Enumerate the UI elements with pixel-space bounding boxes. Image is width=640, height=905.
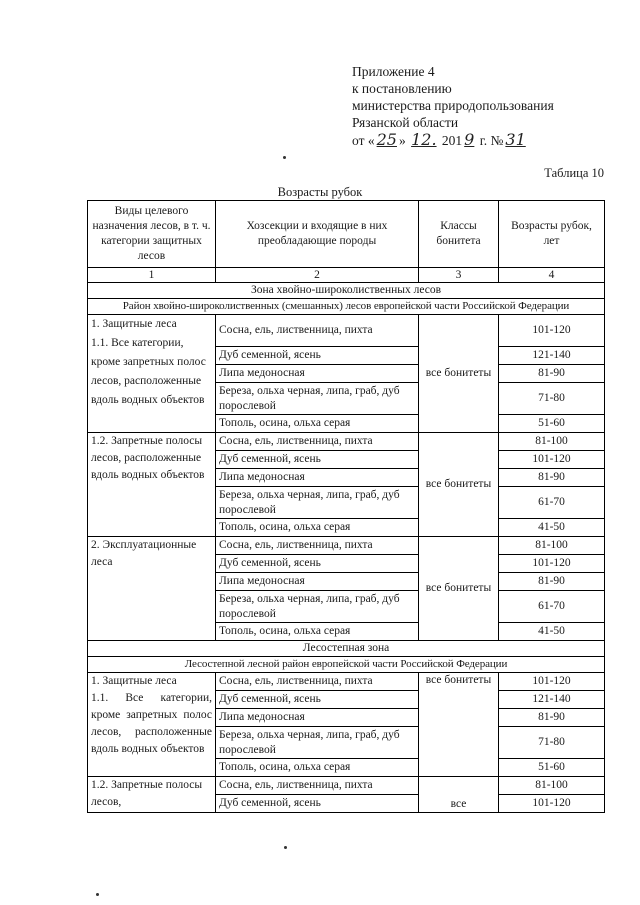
appendix-title: Приложение 4 bbox=[352, 64, 435, 79]
table-row: Дуб семенной, ясень 121-140 bbox=[88, 691, 605, 709]
table-row: Липа медоносная 81-90 bbox=[88, 709, 605, 727]
table-row: Береза, ольха черная, липа, граб, дуб порослевой 71-80 bbox=[88, 727, 605, 759]
table-row: Береза, ольха черная, липа, граб, дуб порослевой 61-70 bbox=[88, 487, 605, 519]
table-row: Дуб семенной, ясень 101-120 bbox=[88, 795, 605, 813]
zone-row: Лесостепная зона bbox=[88, 641, 605, 657]
table-row: Липа медоносная 81-90 bbox=[88, 469, 605, 487]
table-row: Тополь, осина, ольха серая 51-60 bbox=[88, 415, 605, 433]
scan-speck bbox=[283, 156, 286, 159]
handwritten-day: 25 bbox=[376, 130, 397, 149]
table-row: Береза, ольха черная, липа, граб, дуб порослевой 71-80 bbox=[88, 383, 605, 415]
column-header-age: Возрасты рубок, лет bbox=[499, 201, 605, 268]
category-cell: 1.2. Запретные полосы лесов, расположенные вдоль водных объектов bbox=[88, 433, 216, 537]
appendix-line-3: министерства природопользования bbox=[352, 98, 554, 113]
table-header-row bbox=[88, 201, 605, 268]
appendix-line-2: к постановлению bbox=[352, 81, 452, 96]
table-row: Липа медоносная 81-90 bbox=[88, 365, 605, 383]
column-header-class: Классы бонитета bbox=[419, 201, 499, 268]
table-row: 1. Защитные леса 1.1. Все категории, кроме запретных полос лесов, расположенные вдоль водных объектов Сосна, ель, лиственница, пихта все бонитеты 101-120 bbox=[88, 673, 605, 691]
handwritten-number: 31 bbox=[505, 130, 526, 149]
table-title: Возрасты рубок bbox=[277, 185, 363, 199]
table-label: Таблица 10 bbox=[544, 166, 604, 180]
category-cell: 2. Эксплуатационные леса bbox=[88, 537, 216, 641]
class-cell: все бонитеты bbox=[419, 433, 499, 537]
table-row: Дуб семенной, ясень 121-140 bbox=[88, 347, 605, 365]
category-cell: 1.2. Запретные полосы лесов, bbox=[88, 777, 216, 813]
handwritten-month: 12. bbox=[411, 130, 437, 149]
class-cell: все бонитеты bbox=[419, 315, 499, 433]
column-header-species: Хозсекции и входящие в них преобладающие породы bbox=[216, 201, 419, 268]
table-row: Дуб семенной, ясень 101-120 bbox=[88, 555, 605, 573]
zone-row: Зона хвойно-широколиственных лесов bbox=[88, 283, 605, 299]
appendix-header bbox=[352, 63, 554, 149]
appendix-line-4: Рязанской области bbox=[352, 115, 459, 130]
class-cell: все бонитеты bbox=[419, 537, 499, 641]
scan-speck bbox=[284, 846, 287, 849]
column-header-purpose: Виды целевого назначения лесов, в т. ч. категории защитных лесов bbox=[88, 201, 216, 268]
table-row: 1.2. Запретные полосы лесов, расположенные вдоль водных объектов Сосна, ель, лиственница, пихта все бонитеты 81-100 bbox=[88, 433, 605, 451]
table-row: Тополь, осина, ольха серая 41-50 bbox=[88, 623, 605, 641]
scan-speck bbox=[96, 893, 99, 896]
column-number-row: 1 2 3 4 bbox=[88, 268, 605, 283]
table-row: 2. Эксплуатационные леса Сосна, ель, лиственница, пихта все бонитеты 81-100 bbox=[88, 537, 605, 555]
table-row: 1. Защитные леса 1.1. Все категории, кроме запретных полос лесов, расположенные вдоль водных объектов Сосна, ель, лиственница, пихта все бонитеты 101-120 bbox=[88, 315, 605, 347]
class-cell: все bbox=[419, 777, 499, 813]
region-row: Район хвойно-широколиственных (смешанных) лесов европейской части Российской Федерации bbox=[88, 299, 605, 315]
table-row: Тополь, осина, ольха серая 41-50 bbox=[88, 519, 605, 537]
table-row: 1.2. Запретные полосы лесов, Сосна, ель, лиственница, пихта все 81-100 bbox=[88, 777, 605, 795]
region-row: Лесостепной лесной район европейской части Российской Федерации bbox=[88, 657, 605, 673]
handwritten-year-digit: 9 bbox=[464, 130, 475, 149]
table-row: Береза, ольха черная, липа, граб, дуб порослевой 61-70 bbox=[88, 591, 605, 623]
table-row: Тополь, осина, ольха серая 51-60 bbox=[88, 759, 605, 777]
cutting-ages-table bbox=[87, 200, 605, 813]
table-row: Дуб семенной, ясень 101-120 bbox=[88, 451, 605, 469]
table-row: Липа медоносная 81-90 bbox=[88, 573, 605, 591]
appendix-date-line: от « 25 » 12. 201 9 г. № 31 bbox=[352, 130, 526, 149]
class-cell: все бонитеты bbox=[419, 673, 499, 777]
category-cell: 1. Защитные леса 1.1. Все категории, кроме запретных полос лесов, расположенные вдоль водных объектов bbox=[88, 673, 216, 777]
category-cell: 1. Защитные леса 1.1. Все категории, кроме запретных полос лесов, расположенные вдоль водных объектов bbox=[88, 315, 216, 433]
